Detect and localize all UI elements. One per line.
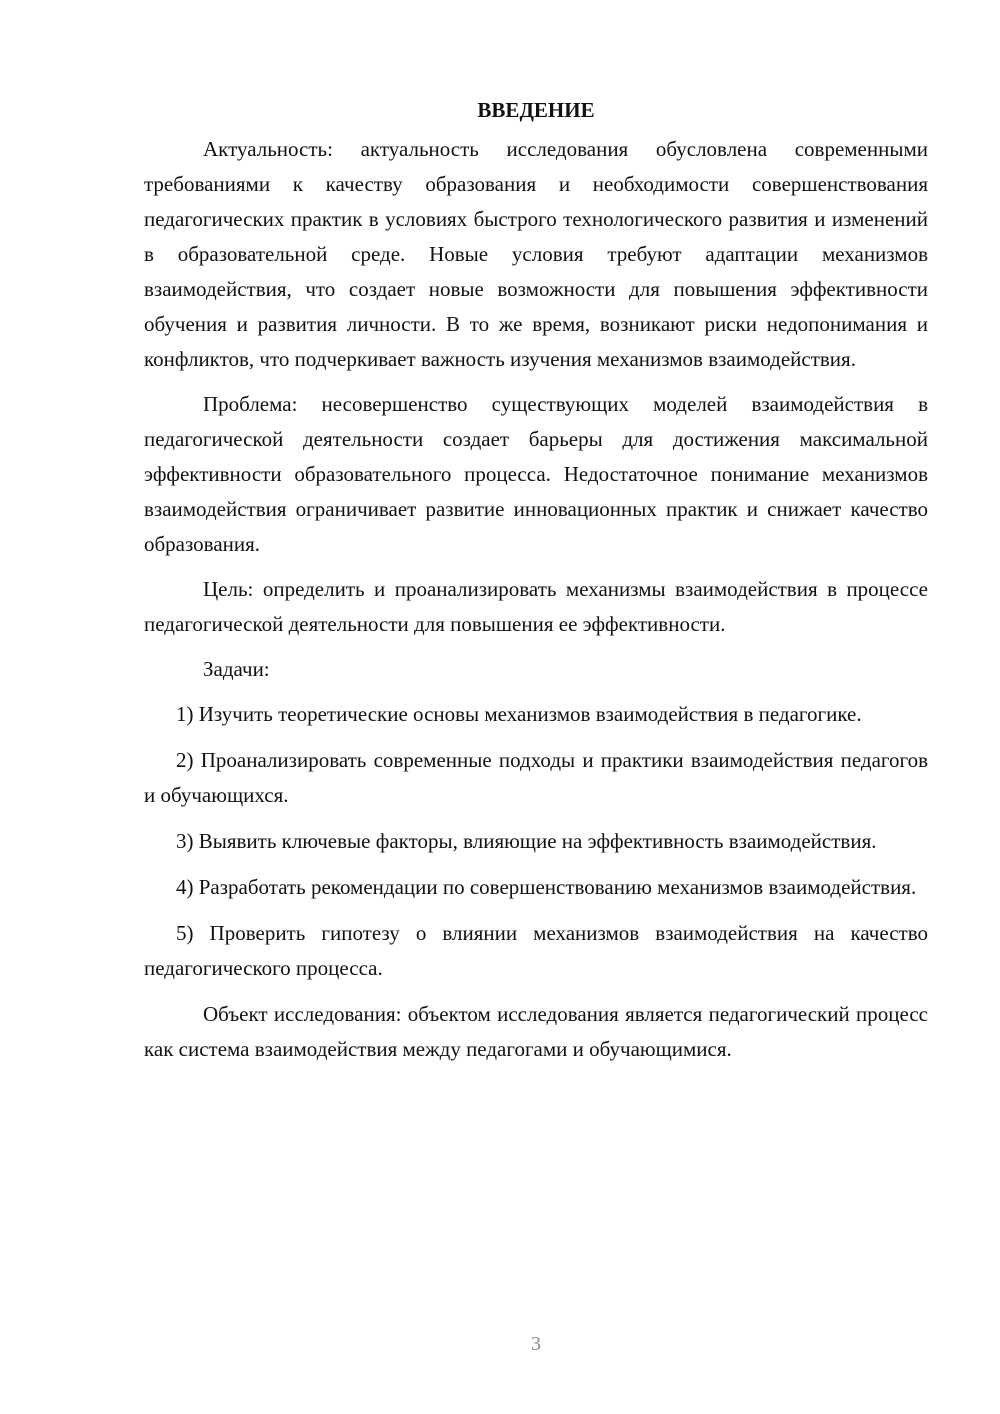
task-item-1: 1) Изучить теоретические основы механизмов взаимодействия в педагогике. bbox=[176, 702, 862, 726]
task-item-4: 4) Разработать рекомендации по совершенствованию механизмов взаимодействия. bbox=[176, 875, 917, 899]
object-paragraph: Объект исследования: объектом исследования является педагогический процесс как система взаимодействия между педагогами и обучающимися. bbox=[144, 1002, 928, 1061]
page-content bbox=[144, 95, 928, 1067]
goal-paragraph: Цель: определить и проанализировать механизмы взаимодействия в процессе педагогической деятельности для повышения ее эффективности. bbox=[144, 577, 928, 636]
task-item-2: 2) Проанализировать современные подходы и практики взаимодействия педагогов и обучающихся. bbox=[144, 748, 928, 807]
task-item-5: 5) Проверить гипотезу о влиянии механизмов взаимодействия на качество педагогического процесса. bbox=[144, 921, 928, 980]
task-item-3: 3) Выявить ключевые факторы, влияющие на эффективность взаимодействия. bbox=[176, 829, 877, 853]
problem-paragraph: Проблема: несовершенство существующих моделей взаимодействия в педагогической деятельности создает барьеры для достижения максимальной эффективности образовательного процесса. Недостаточное понимание механизмов взаимодействия ограничивает развитие инновационных практик и снижает качество образования. bbox=[144, 392, 928, 556]
page-number: 3 bbox=[531, 1333, 541, 1355]
tasks-label: Задачи: bbox=[203, 657, 270, 681]
relevance-paragraph: Актуальность: актуальность исследования обусловлена современными требованиями к качеству образования и необходимости совершенствования педагогических практик в условиях быстрого технологического развития и изменений в образовательной среде. Новые условия требуют адаптации механизмов взаимодействия, что создает новые возможности для повышения эффективности обучения и развития личности. В то же время, возникают риски недопонимания и конфликтов, что подчеркивает важность изучения механизмов взаимодействия. bbox=[144, 137, 928, 371]
section-heading: ВВЕДЕНИЕ bbox=[477, 98, 595, 122]
